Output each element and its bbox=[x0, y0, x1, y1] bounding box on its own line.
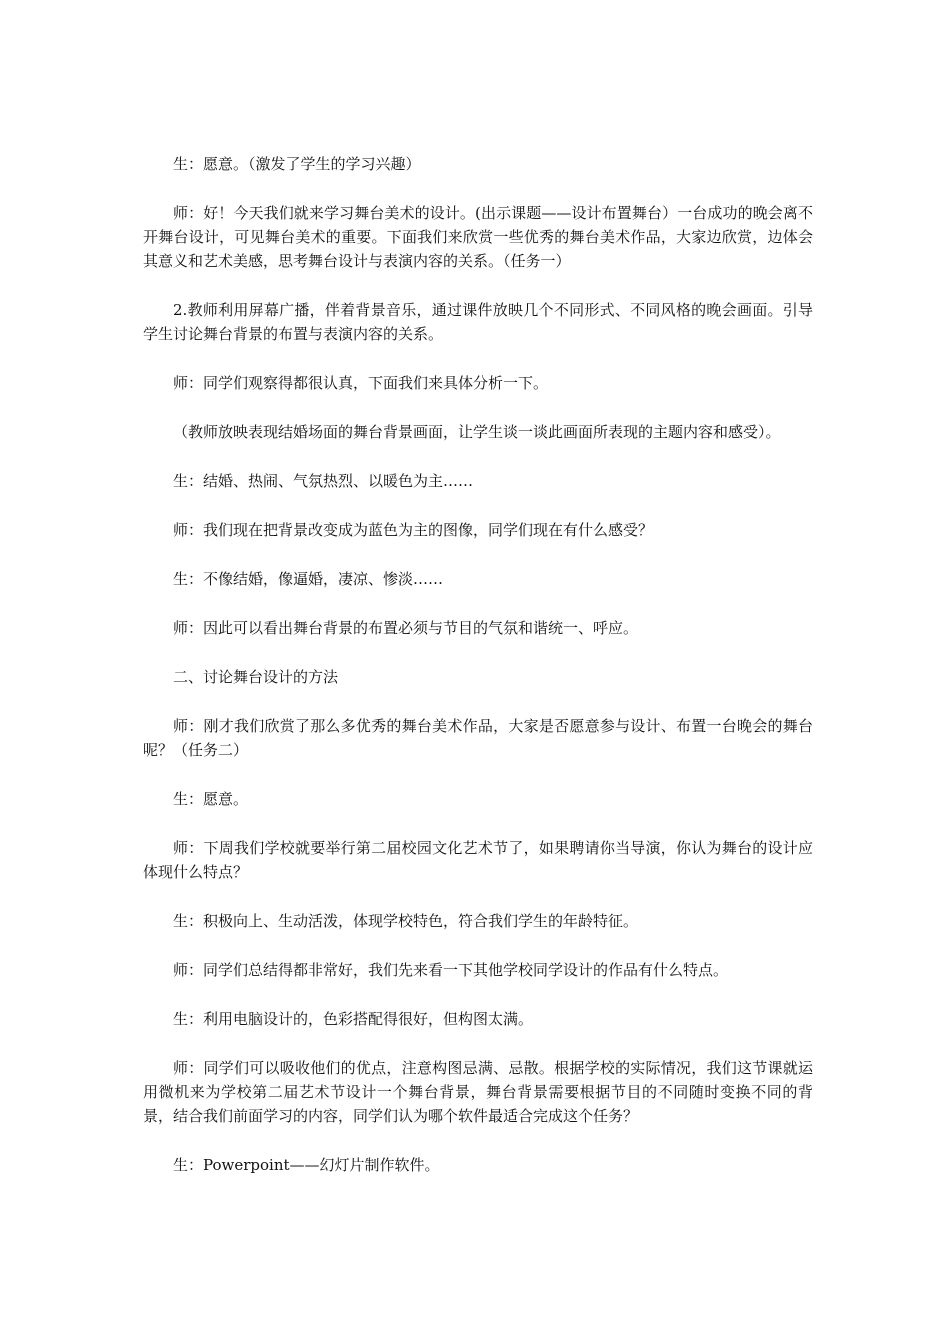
paragraph: 师：刚才我们欣赏了那么多优秀的舞台美术作品，大家是否愿意参与设计、布置一台晚会的舞台呢？（任务二） bbox=[143, 717, 813, 759]
paragraph: 师：我们现在把背景改变成为蓝色为主的图像，同学们现在有什么感受？ bbox=[173, 521, 654, 539]
paragraph: 师：同学们总结得都非常好，我们先来看一下其他学校同学设计的作品有什么特点。 bbox=[173, 961, 729, 979]
paragraph-spacer bbox=[143, 444, 813, 469]
paragraph: 2.教师利用屏幕广播，伴着背景音乐，通过课件放映几个不同形式、不同风格的晚会画面。引导学生讨论舞台背景的布置与表演内容的关系。 bbox=[143, 301, 813, 343]
paragraph: 生：愿意。（激发了学生的学习兴趣） bbox=[173, 155, 421, 173]
paragraph-spacer bbox=[143, 1128, 813, 1153]
paragraph: 师：同学们可以吸收他们的优点，注意构图忌满、忌散。根据学校的实际情况，我们这节课就运用微机来为学校第二届艺术节设计一个舞台背景，舞台背景需要根据节目的不同随时变换不同的背景，结合我们前面学习的内容，同学们认为哪个软件最适合完成这个任务？ bbox=[143, 1059, 813, 1125]
paragraph-spacer bbox=[143, 640, 813, 665]
paragraph-spacer bbox=[143, 493, 813, 518]
paragraph-spacer bbox=[143, 1031, 813, 1056]
paragraph: 师：因此可以看出舞台背景的布置必须与节目的气氛和谐统一、呼应。 bbox=[173, 619, 639, 637]
paragraph-spacer bbox=[143, 884, 813, 909]
paragraph: 生：积极向上、生动活泼，体现学校特色，符合我们学生的年龄特征。 bbox=[173, 912, 639, 930]
paragraph-spacer bbox=[143, 982, 813, 1007]
paragraph-spacer bbox=[143, 176, 813, 201]
paragraph-spacer bbox=[143, 591, 813, 616]
paragraph-spacer bbox=[143, 542, 813, 567]
paragraph: 生：Powerpoint——幻灯片制作软件。 bbox=[173, 1156, 440, 1174]
document-body bbox=[143, 152, 813, 1177]
paragraph: 师：下周我们学校就要举行第二届校园文化艺术节了，如果聘请你当导演，你认为舞台的设计应体现什么特点？ bbox=[143, 839, 813, 881]
paragraph-spacer bbox=[143, 395, 813, 420]
paragraph: 生：愿意。 bbox=[173, 790, 249, 808]
paragraph-spacer bbox=[143, 933, 813, 958]
paragraph: 师：好！今天我们就来学习舞台美术的设计。(出示课题——设计布置舞台）一台成功的晚会离不开舞台设计，可见舞台美术的重要。下面我们来欣赏一些优秀的舞台美术作品，大家边欣赏，边体会其意义和艺术美感，思考舞台设计与表演内容的关系。（任务一） bbox=[143, 204, 813, 270]
paragraph: （教师放映表现结婚场面的舞台背景画面，让学生谈一谈此画面所表现的主题内容和感受）。 bbox=[173, 423, 781, 441]
section-heading: 二、讨论舞台设计的方法 bbox=[173, 668, 339, 686]
paragraph-spacer bbox=[143, 689, 813, 714]
paragraph-spacer bbox=[143, 346, 813, 371]
paragraph: 生：不像结婚，像逼婚，凄凉、惨淡…… bbox=[173, 570, 444, 588]
paragraph: 生：利用电脑设计的，色彩搭配得很好，但构图太满。 bbox=[173, 1010, 534, 1028]
paragraph: 师：同学们观察得都很认真，下面我们来具体分析一下。 bbox=[173, 374, 549, 392]
paragraph: 生：结婚、热闹、气氛热烈、以暖色为主…… bbox=[173, 472, 474, 490]
paragraph-spacer bbox=[143, 762, 813, 787]
paragraph-spacer bbox=[143, 273, 813, 298]
paragraph-spacer bbox=[143, 811, 813, 836]
